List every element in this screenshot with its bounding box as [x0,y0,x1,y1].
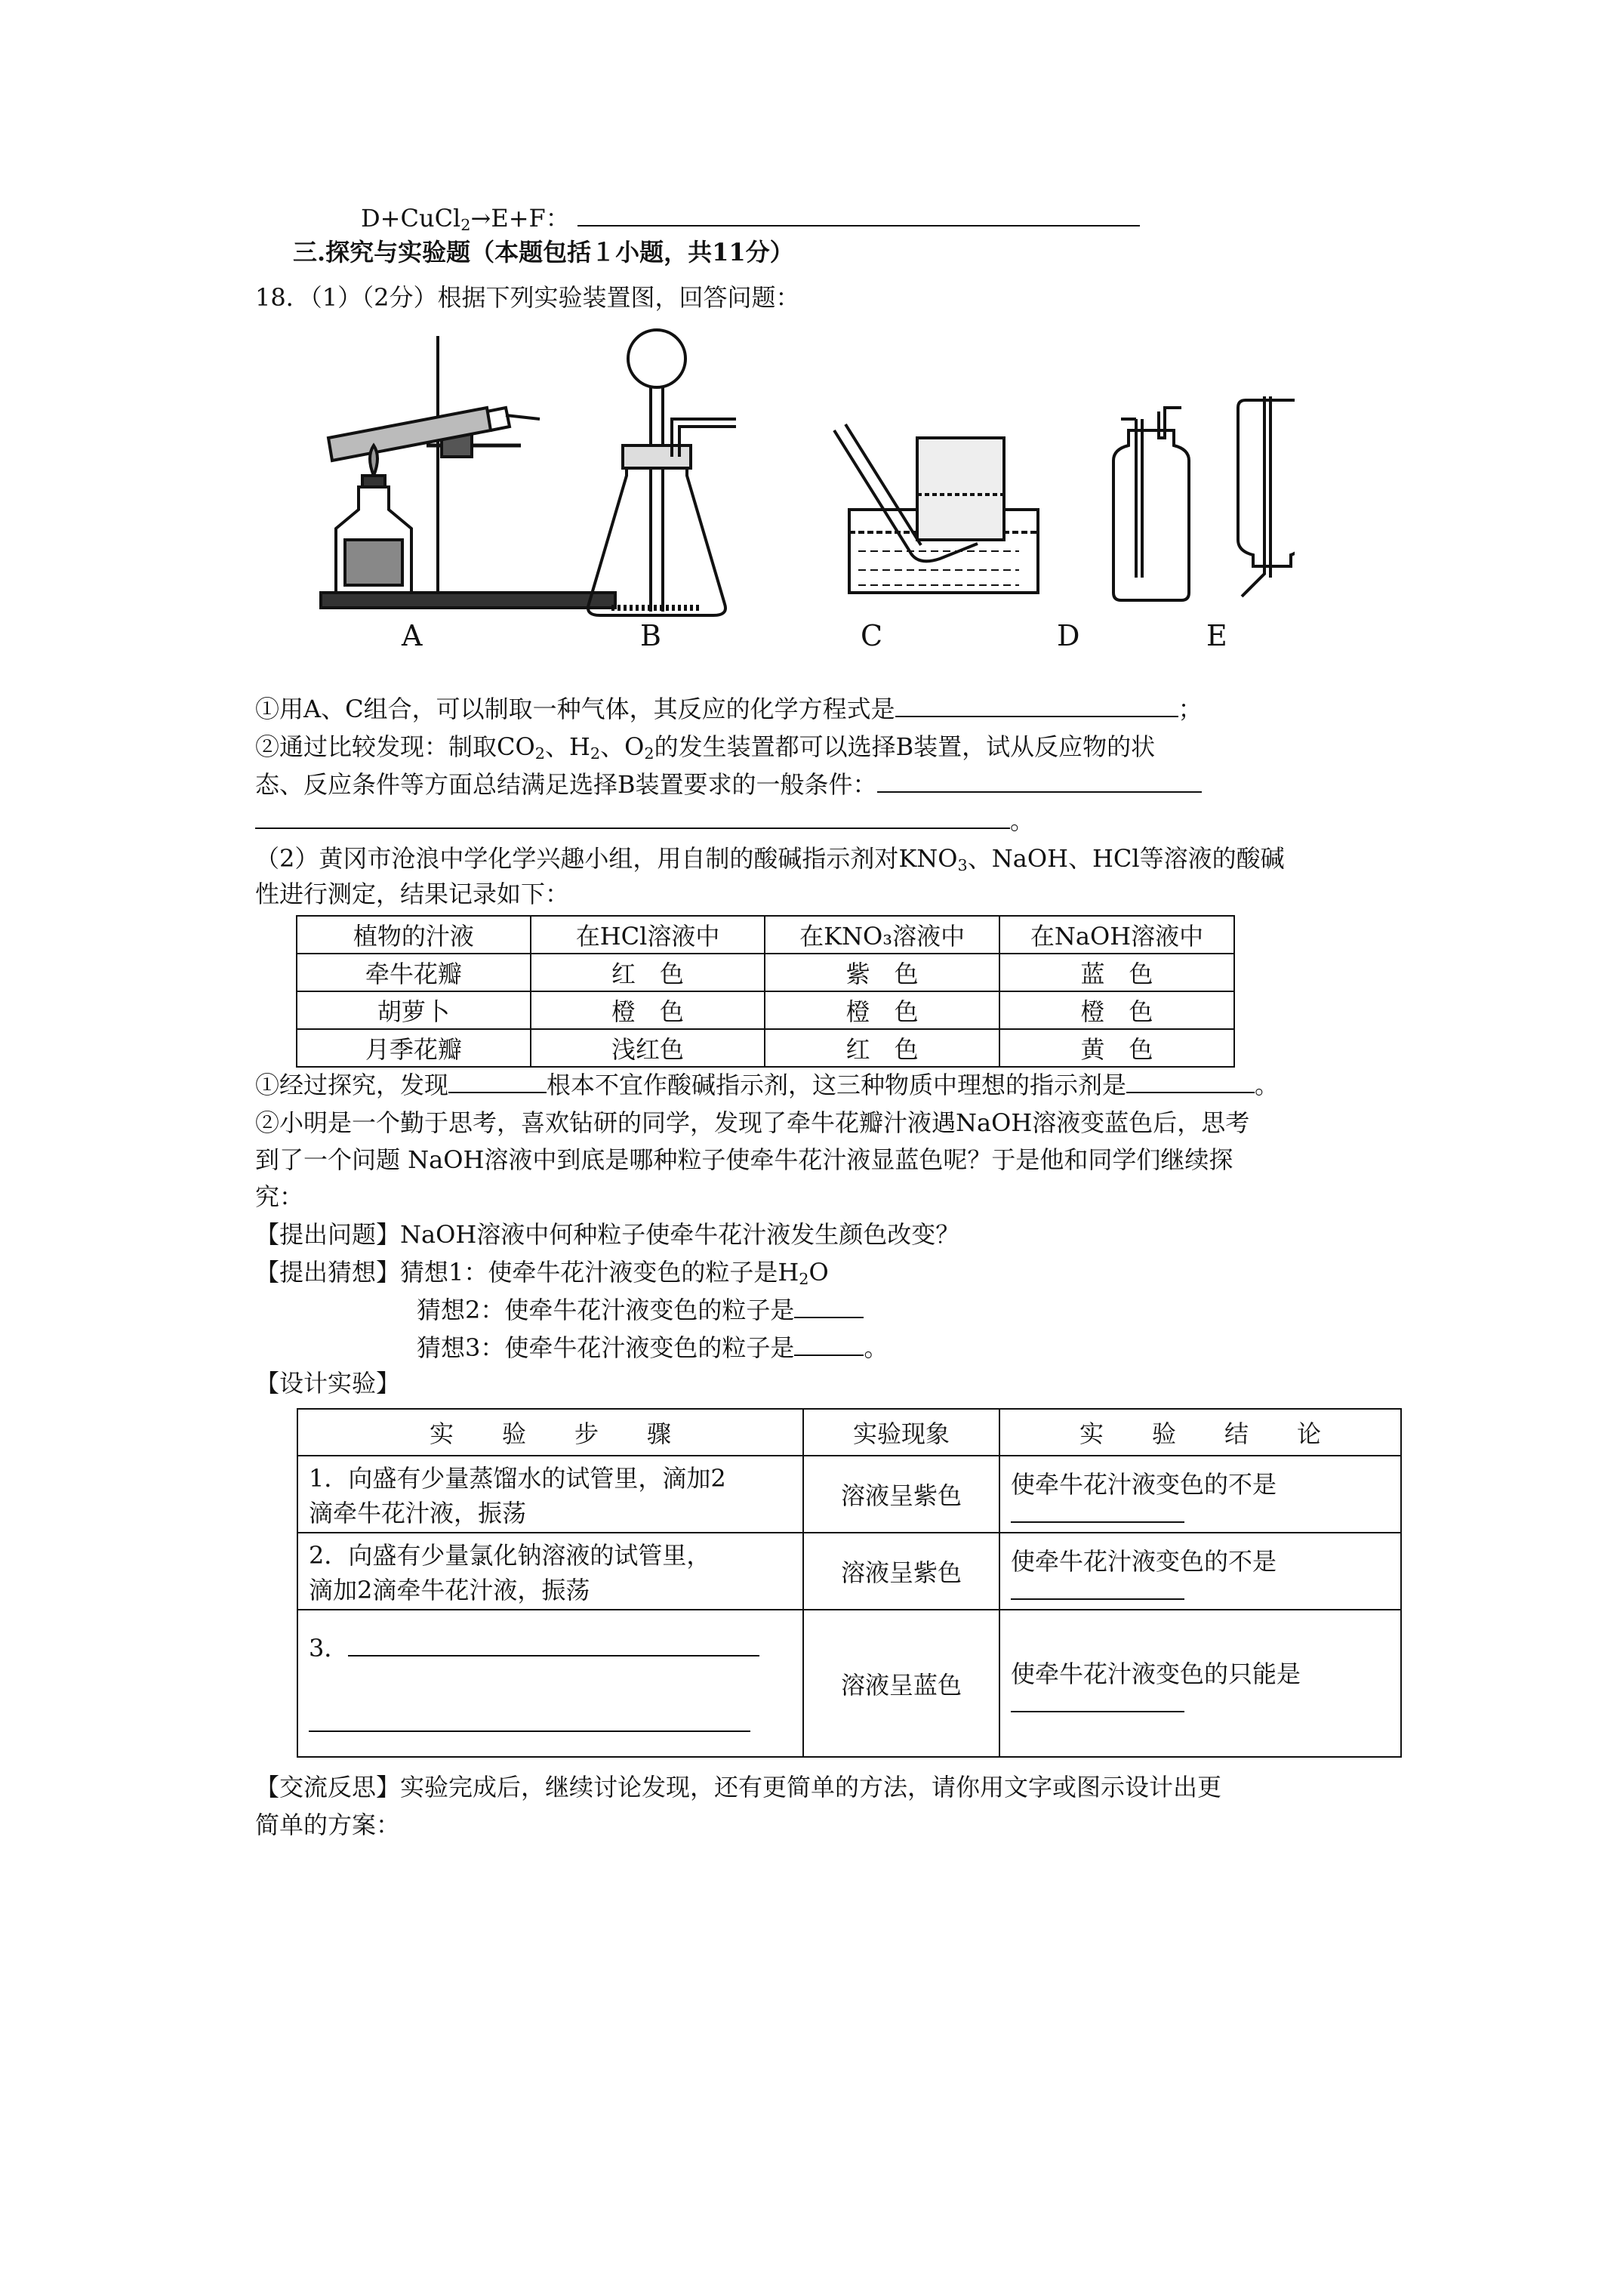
equation-subscript: 2 [460,216,471,235]
q2-text-a: ②通过比较发现：制取CO [255,732,535,761]
step-line: 滴牵牛花汁液，振荡 [309,1499,527,1527]
part-2-question-1 [255,1071,1279,1099]
indicator-table [296,915,1235,1068]
question-1-end: ； [1178,695,1203,723]
q2-sub-c: 2 [644,744,654,763]
table-row [297,1456,1401,1533]
table-cell: 红 色 [531,954,765,991]
part2-text-b: 、NaOH、HCl等溶液的酸碱 [967,844,1285,873]
question-1-text: ①用A、C组合，可以制取一种气体，其反应的化学方程式是 [255,695,895,723]
step-line: 2．向盛有少量氯化钠溶液的试管里， [309,1541,711,1570]
q2-sub-b: 2 [590,744,601,763]
apparatus-label-c: C [861,619,883,652]
conclusion-cell [999,1456,1401,1533]
design-experiment-title: 【设计实验】 [255,1369,401,1398]
conclusion-cell [999,1533,1401,1610]
apparatus-label-b: B [640,619,661,652]
table-cell: 牵牛花瓣 [297,954,531,991]
hypothesis-1-line [255,1258,829,1287]
question-2-line-2 [255,770,1202,799]
question-2-line-3 [255,806,1034,835]
p1-text-b: 根本不宜作酸碱指示剂，这三种物质中理想的指示剂是 [547,1071,1127,1099]
apparatus-d-drawing [1113,408,1189,600]
table-row [297,1533,1401,1610]
step-line: 3． [309,1633,349,1663]
table-header-row [297,1409,1401,1456]
phenomenon-cell: 溶液呈紫色 [803,1456,999,1533]
part-2-question-2-line-1: ②小明是一个勤于思考，喜欢钻研的同学，发现了牵牛花瓣汁液遇NaOH溶液变蓝色后，思考 [255,1108,1250,1137]
apparatus-label-d: D [1057,619,1080,652]
q2-sub-a: 2 [534,744,545,763]
equation-line [361,204,1140,233]
ideal-indicator-blank[interactable] [1126,1091,1255,1093]
q2-line2-text: 态、反应条件等方面总结满足选择B装置要求的一般条件： [255,770,877,799]
reflection-line-2: 简单的方案： [255,1811,401,1839]
apparatus-label-e: E [1206,619,1227,652]
part-2-line-1 [255,844,1285,873]
q2-text-c: 、O [600,732,645,761]
apparatus-label-a: A [402,619,423,652]
p1-end: 。 [1255,1071,1280,1099]
question-2-end: 。 [1010,806,1035,835]
table-row [297,1029,1234,1067]
apparatus-c-drawing [834,424,1038,593]
question-18-intro: 18．（1）（2分）根据下列实验装置图，回答问题： [255,283,800,312]
phenomenon-cell: 溶液呈蓝色 [803,1610,999,1757]
part2-text-a: （2）黄冈市沧浪中学化学兴趣小组，用自制的酸碱指示剂对KNO [255,844,958,873]
table-header-cell: 实验现象 [803,1409,999,1456]
step-3-line [309,1629,792,1664]
table-header-cell: 在NaOH溶液中 [999,916,1234,954]
q2-text-d: 的发生装置都可以选择B装置，试从反应物的状 [654,732,1156,761]
table-row [297,954,1234,991]
hypothesis-1-after: O [808,1258,829,1287]
question-2-answer-blank-1[interactable] [877,791,1202,793]
question-2-line-1 [255,732,1155,761]
hypothesis-3-line [417,1333,888,1362]
table-row [297,991,1234,1029]
equation-suffix: →E+F： [470,204,570,233]
table-cell: 橙 色 [765,991,999,1029]
part-2-question-2-line-2: 到了一个问题 NaOH溶液中到底是哪种粒子使牵牛花汁液显蓝色呢？于是他和同学们继续探 [255,1145,1233,1174]
step-3-blank-1[interactable] [348,1654,759,1657]
equation-text: D+CuCl [361,204,461,233]
apparatus-b-drawing [588,330,736,615]
hypothesis-2-blank[interactable] [794,1316,864,1318]
step-cell [297,1456,803,1533]
apparatus-e-drawing [1238,396,1295,596]
q2-text-b: 、H [544,732,590,761]
conclusion-blank[interactable] [1011,1711,1184,1712]
part-2-question-2-line-3: 究： [255,1182,304,1211]
table-cell: 浅红色 [531,1029,765,1067]
step-cell [297,1533,803,1610]
step-line: 1．向盛有少量蒸馏水的试管里，滴加2 [309,1464,726,1493]
step-3-blank-2[interactable] [309,1730,750,1732]
hypothesis-1-text: 【提出猜想】猜想1：使牵牛花汁液变色的粒子是H [255,1258,799,1287]
question-1-answer-blank[interactable] [895,715,1178,717]
hypothesis-3-end: 。 [864,1333,888,1362]
table-cell: 蓝 色 [999,954,1234,991]
table-row [297,1610,1401,1757]
hypothesis-2-line [417,1296,864,1324]
unsuitable-indicator-blank[interactable] [448,1091,547,1093]
hypothesis-3-text: 猜想3：使牵牛花汁液变色的粒子是 [417,1333,795,1362]
table-header-cell: 实 验 结 论 [999,1409,1401,1456]
part-2-line-2: 性进行测定，结果记录如下： [255,880,570,908]
table-cell: 黄 色 [999,1029,1234,1067]
question-1-line [255,695,1203,723]
hypothesis-3-blank[interactable] [794,1354,864,1356]
table-cell: 胡萝卜 [297,991,531,1029]
table-cell: 紫 色 [765,954,999,991]
table-header-row [297,916,1234,954]
phenomenon-cell: 溶液呈紫色 [803,1533,999,1610]
apparatus-a-drawing [321,336,615,608]
p1-text-a: ①经过探究，发现 [255,1071,449,1099]
reflection-line-1: 【交流反思】实验完成后，继续讨论发现，还有更简单的方法，请你用文字或图示设计出更 [255,1773,1222,1801]
experiment-table [297,1408,1402,1758]
part2-sub: 3 [957,856,968,875]
table-cell: 月季花瓣 [297,1029,531,1067]
ask-question-line: 【提出问题】NaOH溶液中何种粒子使牵牛花汁液发生颜色改变？ [255,1220,960,1249]
table-header-cell: 植物的汁液 [297,916,531,954]
table-cell: 橙 色 [531,991,765,1029]
table-header-cell: 在HCl溶液中 [531,916,765,954]
section-title: 三.探究与实验题（本题包括１小题，共11分） [293,238,794,267]
table-header-cell: 在KNO₃溶液中 [765,916,999,954]
hypothesis-2-text: 猜想2：使牵牛花汁液变色的粒子是 [417,1296,795,1324]
step-cell [297,1610,803,1757]
hypothesis-1-sub: 2 [799,1270,809,1289]
table-cell: 红 色 [765,1029,999,1067]
conclusion-blank[interactable] [1011,1521,1184,1523]
table-header-cell: 实 验 步 骤 [297,1409,803,1456]
conclusion-text: 使牵牛花汁液变色的只能是 [1011,1659,1301,1688]
apparatus-figure [313,325,1295,672]
conclusion-cell [999,1610,1401,1757]
equation-answer-blank[interactable] [577,224,1140,227]
conclusion-text: 使牵牛花汁液变色的不是 [1011,1547,1277,1576]
conclusion-text: 使牵牛花汁液变色的不是 [1011,1470,1277,1499]
step-line: 滴加2滴牵牛花汁液，振荡 [309,1576,590,1604]
conclusion-blank[interactable] [1011,1598,1184,1600]
table-cell: 橙 色 [999,991,1234,1029]
question-2-answer-blank-2[interactable] [255,827,1010,829]
